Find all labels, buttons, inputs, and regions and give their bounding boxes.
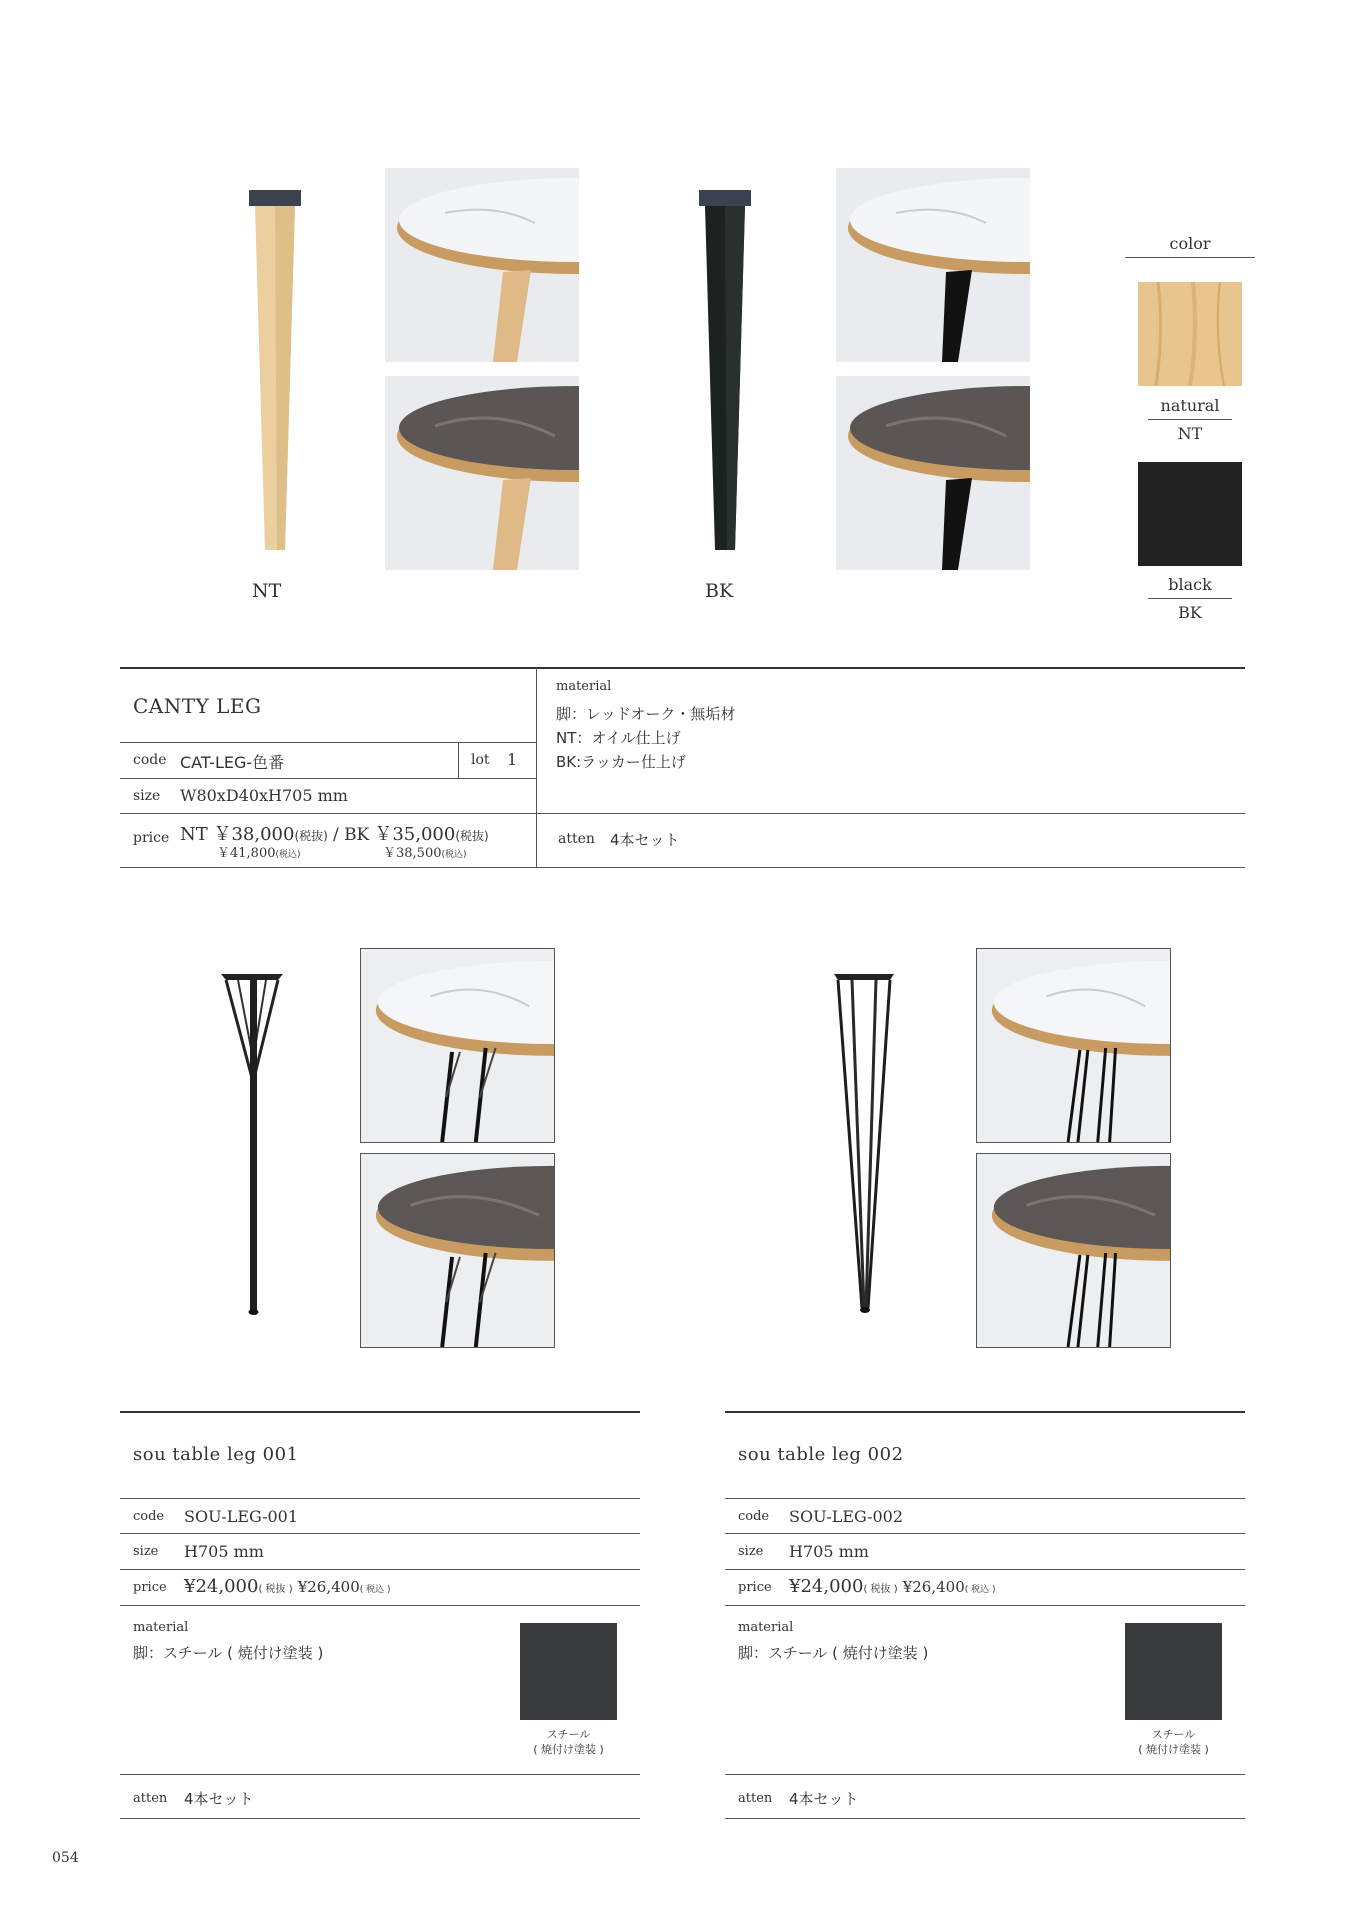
page-number: 054 [52,1850,79,1866]
black-code: BK [1178,603,1202,622]
canty-price-incl-bk [383,842,467,861]
natural-code: NT [1177,424,1203,443]
sou001-price-line [184,1576,390,1597]
sou002-rule-1 [725,1498,1245,1499]
sou002-price-tax1: ( 税抜 ) [863,1584,898,1595]
canty-price-incl-nt [217,842,301,861]
sou002-swatch-line1: スチール [1151,1728,1196,1741]
black-rule [1148,598,1232,599]
sou001-material-label: material [133,1620,189,1635]
canty-nt-white-marble-photo [385,168,579,362]
sou001-dark-marble-photo [360,1153,555,1348]
canty-size-value: W80xD40xH705 mm [180,786,348,805]
canty-price-nt: NT ￥38,000 [180,824,295,845]
canty-price-bk-tax: (税抜) [455,829,489,843]
sou001-leg-image [218,968,288,1318]
sou001-white-marble-photo [360,948,555,1143]
canty-table-top-rule [120,667,1245,669]
sou002-top-rule [725,1411,1245,1413]
sou002-price-label: price [738,1580,772,1595]
sou002-rule-5 [725,1774,1245,1775]
sou001-price-label: price [133,1580,167,1595]
sou001-swatch-line1: スチール [546,1728,591,1741]
canty-table-divider [536,668,537,867]
sou001-price-incl: ¥26,400 [297,1578,360,1596]
sou002-white-marble-photo [976,948,1171,1143]
canty-material-label: material [556,679,612,694]
canty-atten-label: atten [558,831,595,847]
sou002-rule-3 [725,1569,1245,1570]
canty-code-label: code [133,752,167,768]
color-panel-header: color [1169,234,1211,253]
sou001-swatch-line2: ( 焼付け塗装 ) [533,1743,604,1756]
black-swatch [1138,462,1242,566]
canty-bk-caption: BK [705,580,734,602]
canty-material-line-2: NT：オイル仕上げ [556,729,681,747]
sou002-dark-marble-photo [976,1153,1171,1348]
sou002-swatch-line2: ( 焼付け塗装 ) [1138,1743,1209,1756]
sou001-price-tax1: ( 税抜 ) [258,1584,293,1595]
canty-price-bk-incl: ￥38,500 [383,846,442,861]
canty-price-nt-tax: (税抜) [294,829,328,843]
canty-material-line-3: BK:ラッカー仕上げ [556,753,686,771]
canty-size-label: size [133,788,161,804]
canty-bk-leg-image [695,188,755,558]
sou001-code-label: code [133,1509,165,1524]
sou002-rule-2 [725,1533,1245,1534]
sou001-rule-1 [120,1498,640,1499]
canty-lot-label: lot [471,752,490,768]
sou001-code-value: SOU-LEG-001 [184,1507,299,1526]
sou001-size-label: size [133,1544,159,1559]
sou001-rule-4 [120,1605,640,1606]
sou002-rule-4 [725,1605,1245,1606]
sou002-code-label: code [738,1509,770,1524]
canty-lot-divider [458,742,459,778]
sou002-steel-swatch [1125,1623,1222,1720]
canty-row-rule-3 [120,813,1245,814]
sou002-price-line [789,1576,995,1597]
canty-row-rule-1 [120,742,536,743]
sou002-price-tax2: ( 税込 ) [964,1585,996,1595]
natural-swatch [1138,282,1242,386]
canty-price-nt-incl: ￥41,800 [217,846,276,861]
canty-price-label: price [133,830,170,846]
natural-rule [1148,419,1232,420]
sou002-price-value: ¥24,000 [789,1576,864,1597]
sou002-title: sou table leg 002 [738,1444,904,1465]
sou001-price-value: ¥24,000 [184,1576,259,1597]
canty-table-bottom-rule [120,867,1245,868]
natural-name: natural [1160,396,1220,415]
sou001-rule-3 [120,1569,640,1570]
canty-bk-dark-marble-photo [836,376,1030,570]
sou001-material-value: 脚：スチール ( 焼付け塗装 ) [133,1644,324,1662]
canty-atten-value: 4本セット [610,831,680,849]
canty-row-rule-2 [120,778,536,779]
canty-material-line-1: 脚：レッドオーク・無垢材 [556,705,736,723]
sou002-material-label: material [738,1620,794,1635]
canty-code-value: CAT-LEG-色番 [180,753,285,772]
color-header-rule [1125,257,1255,258]
sou002-leg-image [830,968,900,1318]
sou001-price-tax2: ( 税込 ) [359,1585,391,1595]
sou002-code-value: SOU-LEG-002 [789,1507,904,1526]
sou001-atten-label: atten [133,1791,168,1806]
canty-bk-white-marble-photo [836,168,1030,362]
canty-price-sep: / BK [332,825,370,845]
canty-title: CANTY LEG [133,694,262,718]
canty-nt-caption: NT [252,580,282,602]
sou002-atten-label: atten [738,1791,773,1806]
sou001-atten-value: 4本セット [184,1790,254,1808]
canty-price-bk: ￥35,000 [374,824,456,845]
canty-price-nt-incl-tax: (税込) [275,850,301,860]
sou002-size-label: size [738,1544,764,1559]
sou002-atten-value: 4本セット [789,1790,859,1808]
sou001-bottom-rule [120,1818,640,1819]
sou002-price-incl: ¥26,400 [902,1578,965,1596]
sou002-bottom-rule [725,1818,1245,1819]
sou001-top-rule [120,1411,640,1413]
canty-price-bk-incl-tax: (税込) [441,850,467,860]
sou001-steel-swatch [520,1623,617,1720]
sou001-rule-5 [120,1774,640,1775]
canty-nt-dark-marble-photo [385,376,579,570]
canty-lot-value: 1 [507,750,518,769]
black-name: black [1168,575,1212,594]
sou001-size-value: H705 mm [184,1542,264,1561]
canty-nt-leg-image [245,188,305,558]
sou002-size-value: H705 mm [789,1542,869,1561]
sou002-material-value: 脚：スチール ( 焼付け塗装 ) [738,1644,929,1662]
sou001-rule-2 [120,1533,640,1534]
sou001-title: sou table leg 001 [133,1444,299,1465]
